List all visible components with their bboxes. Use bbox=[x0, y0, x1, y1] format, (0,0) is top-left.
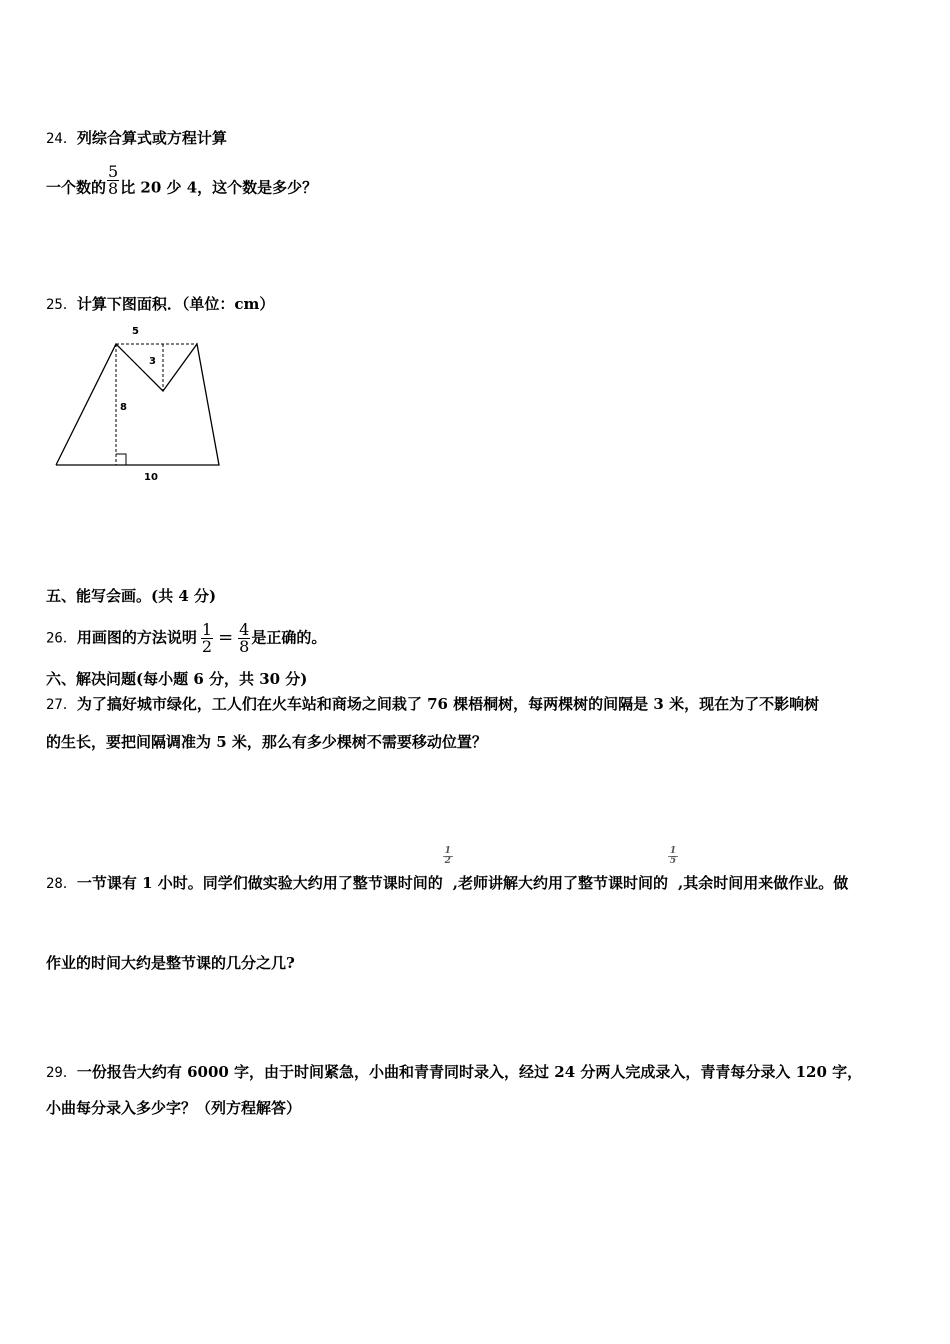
q24-title: 列综合算式或方程计算 bbox=[76, 129, 227, 147]
q27-line1-text: 为了搞好城市绿化，工人们在火车站和商场之间栽了 76 棵梧桐树，每两棵树的间隔是 3 米，现在为了不影响树 bbox=[76, 695, 820, 713]
figure-outline bbox=[56, 344, 219, 465]
q24-text-before: 一个数的 bbox=[46, 178, 107, 197]
q26-number: 26． bbox=[46, 630, 77, 647]
q28-part2: ,老师讲解大约用了整节课时间的 bbox=[452, 874, 668, 892]
q28-part1: 一节课有 1 小时。同学们做实验大约用了整节课时间的 bbox=[76, 874, 443, 892]
q27-line1 bbox=[46, 694, 819, 715]
q24-body bbox=[46, 162, 318, 205]
q27-number: 27． bbox=[46, 697, 77, 713]
q26-text-after: 是正确的。 bbox=[251, 628, 327, 647]
q29-number: 29． bbox=[46, 1065, 77, 1081]
q26-fraction-2 bbox=[238, 622, 250, 655]
q26-f2-den: 8 bbox=[239, 637, 250, 656]
q26-body bbox=[46, 622, 326, 655]
q24-number: 24． bbox=[46, 131, 77, 147]
q28-frac2-num: 1 bbox=[669, 846, 677, 856]
q26-f1-den: 2 bbox=[201, 637, 213, 656]
q29-line1 bbox=[46, 1062, 862, 1083]
q26-fraction-1 bbox=[201, 622, 213, 655]
q29-line1-text: 一份报告大约有 6000 字，由于时间紧急，小曲和青青同时录入，经过 24 分两人完成录入，青青每分录入 120 字， bbox=[76, 1063, 863, 1081]
q24-frac-num: 5 bbox=[108, 162, 119, 181]
section5-title: 五、能写会画。(共 4 分) bbox=[46, 587, 217, 605]
section6-title: 六、解决问题(每小题 6 分，共 30 分) bbox=[46, 670, 308, 688]
q28-fraction-1 bbox=[443, 846, 453, 893]
q24-heading bbox=[46, 128, 227, 149]
q24-text-after: 比 20 少 4，这个数是多少？ bbox=[120, 178, 318, 197]
q28-line2: 作业的时间大约是整节课的几分之几? bbox=[46, 954, 295, 972]
q29-line2: 小曲每分录入多少字？（列方程解答） bbox=[46, 1099, 302, 1117]
q25-title: 计算下图面积．（单位：cm） bbox=[76, 295, 275, 313]
q28-line1 bbox=[46, 846, 849, 894]
q28-frac2-den: 5 bbox=[669, 856, 677, 866]
q26-f1-num: 1 bbox=[201, 620, 213, 639]
q24-frac-den: 8 bbox=[108, 179, 119, 198]
q25-heading bbox=[46, 294, 274, 315]
q28-fraction-2 bbox=[668, 846, 678, 893]
figure-label-bottom: 10 bbox=[144, 472, 158, 483]
figure-right-angle bbox=[116, 454, 126, 465]
q28-frac1-den: 2 bbox=[444, 856, 451, 866]
q26-equals: = bbox=[218, 626, 234, 648]
q24-fraction bbox=[107, 164, 119, 197]
q25-figure bbox=[46, 320, 236, 490]
q27-line2: 的生长，要把间隔调准为 5 米，那么有多少棵树不需要移动位置？ bbox=[46, 733, 487, 751]
q26-text-before: 用画图的方法说明 bbox=[76, 628, 197, 647]
figure-label-top: 5 bbox=[132, 326, 139, 337]
q26-f2-num: 4 bbox=[239, 620, 250, 639]
figure-label-inner: 3 bbox=[149, 356, 156, 367]
q28-frac1-num: 1 bbox=[444, 846, 451, 856]
q25-number: 25． bbox=[46, 297, 77, 313]
figure-label-height: 8 bbox=[120, 402, 127, 413]
q28-part3: ,其余时间用来做作业。做 bbox=[677, 874, 849, 892]
q28-number: 28． bbox=[46, 876, 77, 892]
